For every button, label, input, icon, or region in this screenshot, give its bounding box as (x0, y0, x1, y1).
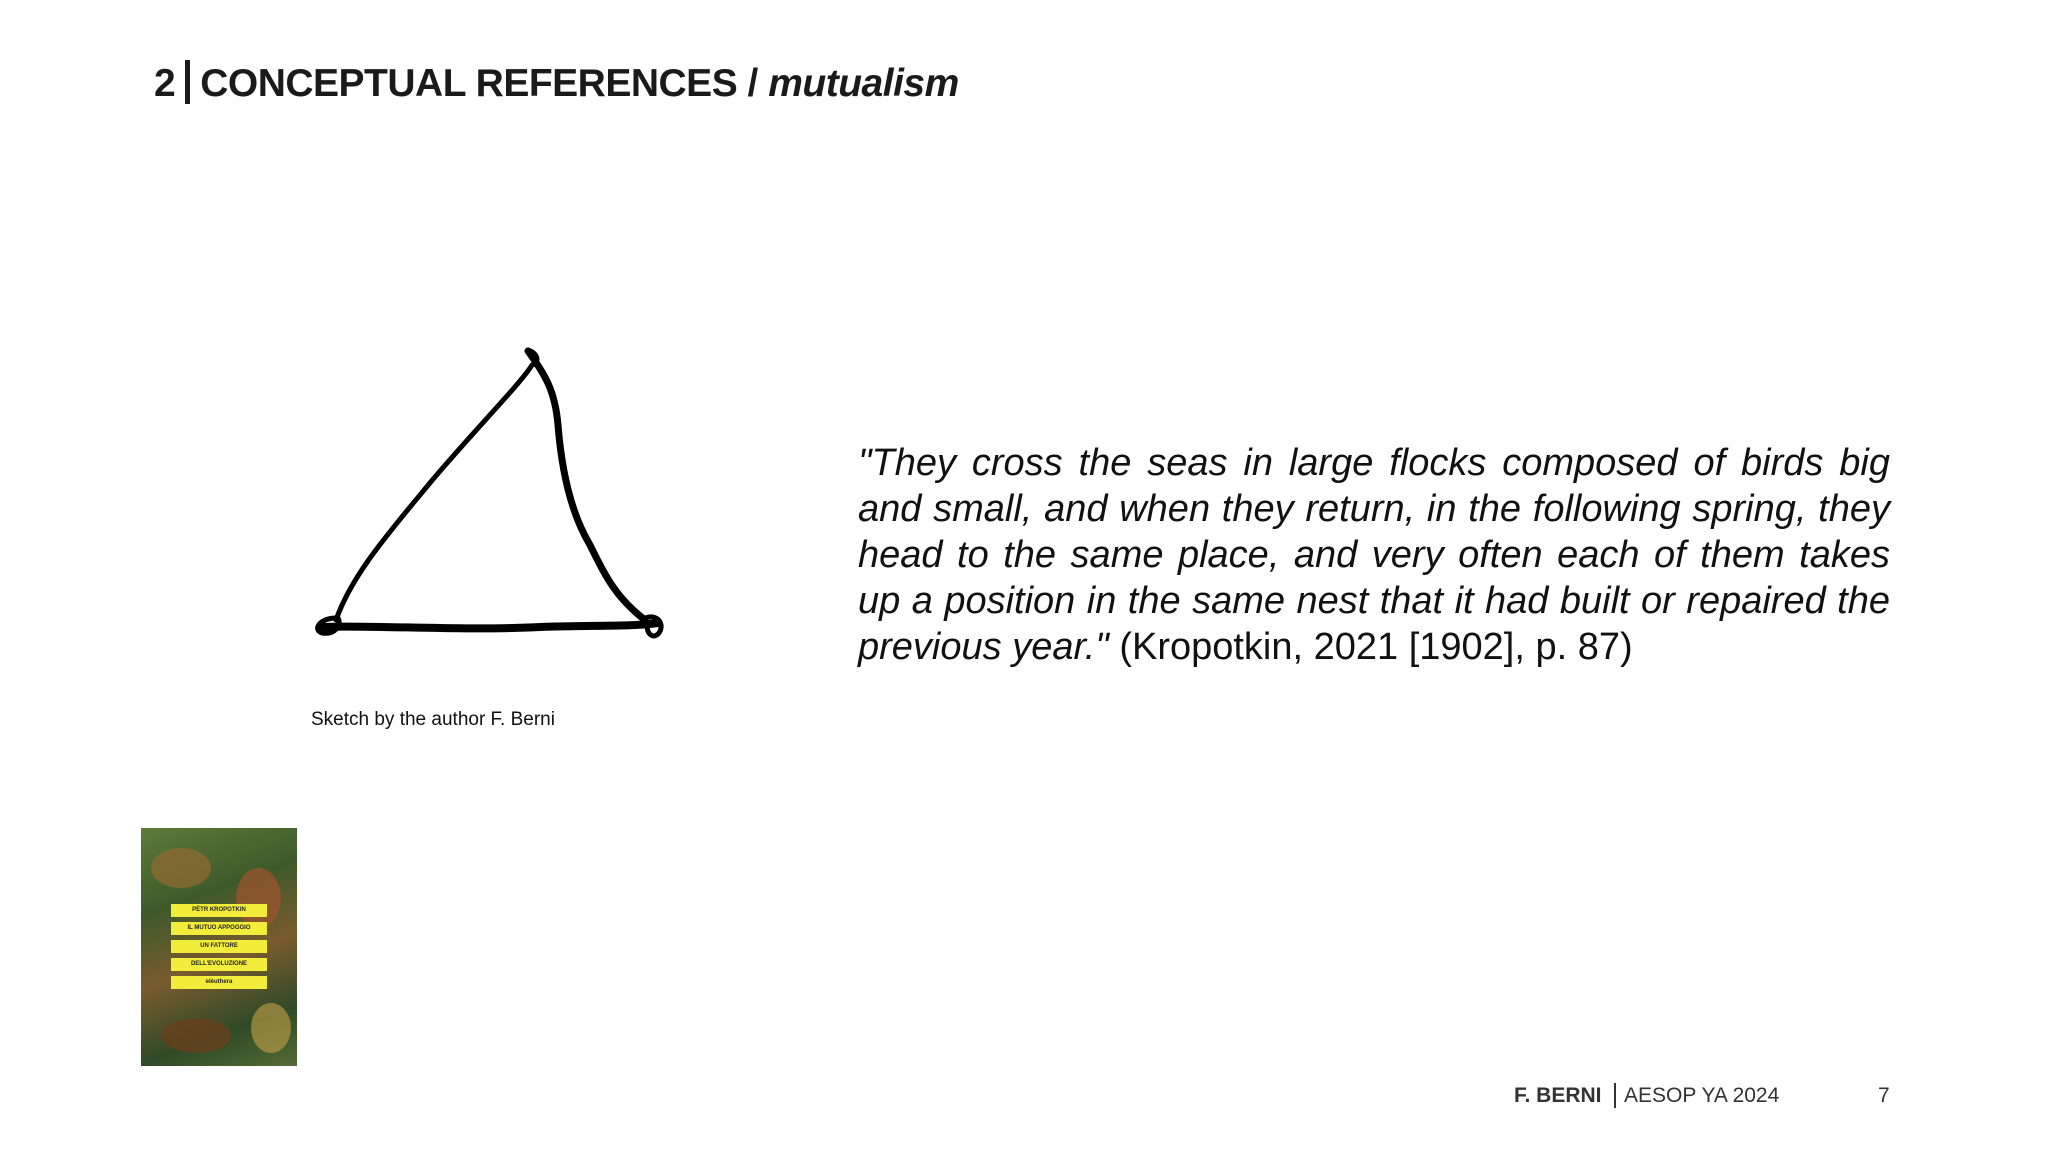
book-title-line-2: UN FATTORE (171, 940, 267, 953)
quote-text: "They cross the seas in large flocks composed of birds big and small, and when they return, in the following spring, they head to the same place, and very often each of them takes up a position in the same nest that it had built or repaired the previous year." (858, 442, 1890, 668)
slide-title (154, 60, 959, 106)
title-divider (185, 60, 190, 104)
triangle-sketch (300, 335, 680, 655)
footer-author: F. BERNI (1514, 1084, 1602, 1107)
sketch-caption: Sketch by the author F. Berni (311, 709, 555, 730)
footer-divider (1614, 1083, 1616, 1108)
book-title-line-3: DELL'EVOLUZIONE (171, 958, 267, 971)
page-number: 7 (1878, 1084, 1890, 1107)
section-title: CONCEPTUAL REFERENCES / (200, 62, 758, 105)
quote-block (858, 440, 1890, 670)
section-number: 2 (154, 62, 176, 105)
book-publisher: elèuthera (171, 976, 267, 989)
footer-event: AESOP YA 2024 (1624, 1084, 1780, 1107)
book-cover-image (141, 828, 297, 1066)
book-title-line-1: IL MUTUO APPOGGIO (171, 922, 267, 935)
book-author: PËTR KROPOTKIN (171, 904, 267, 917)
section-topic: mutualism (768, 62, 959, 105)
quote-citation: (Kropotkin, 2021 [1902], p. 87) (1119, 626, 1633, 668)
